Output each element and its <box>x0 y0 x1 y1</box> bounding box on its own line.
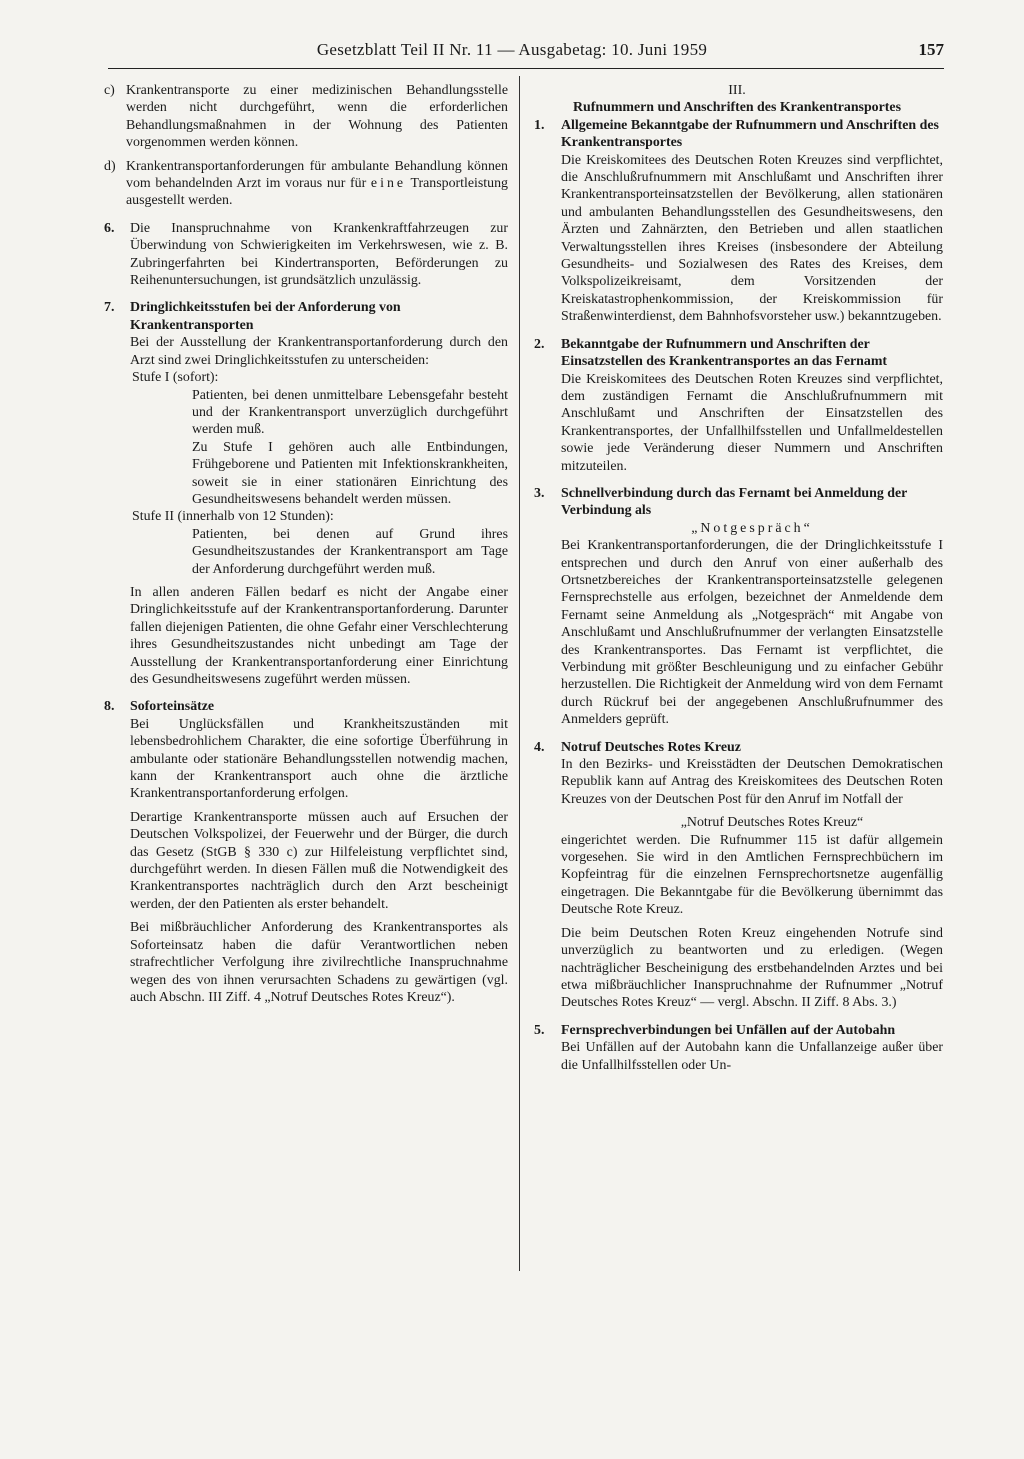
emphasized-word: eine <box>370 176 407 192</box>
item-text <box>126 158 508 210</box>
section-item-8 <box>100 698 508 1006</box>
column-divider <box>519 76 520 1271</box>
item-text: Bei Krankentransportanforderungen, die der Dringlichkeitsstufe I entsprechen und durch den Anruf von einer außerhalb des Ortsnetzbereiches der Krankentransporteinsatzstelle gelegenen Fernsprechstelle aus erfolgen, bezeichnet der Anmeldende dem Fernamt seine Anmeldung als „Notgespräch“ mit Angabe von Anschlußamt und Anschlußrufnummer der verlangten Einsatzstelle des Krankentransportes. Das Fernamt ist verpflichtet, die Verbindung mit größter Beschleunigung und zu einfacher Gebühr herzustellen. Die Richtigkeit der Anmeldung wird von dem Fernamt durch Rückruf bei der angegebenen Anschlußrufnummer des Anmelders geprüft. <box>561 538 943 728</box>
item-heading: Schnellverbindung durch das Fernamt bei Anmeldung der Verbindung als <box>561 485 908 519</box>
item-text-1: In den Bezirks- und Kreisstädten der Deutschen Demokratischen Republik kann auf Antrag des Kreiskomitees des Deutschen Roten Kreuzes von der Deutschen Post für den Anruf im Notfall der <box>561 757 943 807</box>
item-text: Krankentransporte zu einer medizinischen Behandlungsstelle werden nicht durchgeführt, wenn die erforderlichen Behandlungsmaßnahmen in der Wohnung des Patienten vorgenommen werden können. <box>126 83 508 151</box>
section-item-7 <box>100 299 508 688</box>
section-item-1 <box>531 117 943 326</box>
stufe-2-label: Stufe II (innerhalb von 12 Stunden): <box>132 509 334 525</box>
stufe-1-label: Stufe I (sofort): <box>132 370 219 386</box>
page-number: 157 <box>918 40 944 59</box>
item-text: Die Kreiskomitees des Deutschen Roten Kreuzes sind verpflichtet, die Anschlußrufnummern mit Anschlußamt und Anschriften ihrer Krankentransporteinsatzstellen der Bevölkerung, allen stationären und ambulanten Behandlungsstellen des Gesundheitswesens, den Ärzten und Zahnärzten, den Betrieben und allen staatlichen Verwaltungsstellen ihres Kreises (insbesondere der Abteilung Gesundheits- und Sozialwesen des Rates des Kreises, dem Volkspolizeikreisamt, dem Vorsitzenden der Kreiskatastrophenkommission, der Kreiskommission für Straßenwinterdienst, dem Bahnhofsvorsteher usw.) bekanntzugeben. <box>561 152 943 325</box>
section-item-2 <box>531 336 943 475</box>
item-number: 3. <box>534 485 545 501</box>
stufe-2-body <box>130 526 508 578</box>
header-title: Gesetzblatt Teil II Nr. 11 — Ausgabetag: 10. Juni 1959 <box>316 40 708 59</box>
section-title: Rufnummern und Anschriften des Krankentransportes <box>572 100 901 116</box>
item-heading: Bekanntgabe der Rufnummern und Anschriften der Einsatzstellen des Krankentransportes an das Fernamt <box>561 336 888 370</box>
item-marker: c) <box>104 83 115 98</box>
item-text-part: Transportleistung ausgestellt werden. <box>126 176 508 209</box>
item-closing: In allen anderen Fällen bedarf es nicht der Angabe einer Dringlichkeitsstufe auf der Krankentransportanforderung. Darunter fallen diejenigen Patienten, die ohne Gefahr einer Verschlechterung ihres Gesundheitszustandes nicht unbedingt am Tage der Ausstellung der Krankentransportanforderung einer Einrichtung des Gesundheitswesens zugeführt werden müssen. <box>130 584 508 687</box>
item-heading: Fernsprechverbindungen bei Unfällen auf der Autobahn <box>561 1022 896 1038</box>
item-number: 8. <box>104 699 115 715</box>
list-item-c <box>100 82 508 152</box>
page-header <box>0 40 1024 70</box>
stufe-1-body <box>130 387 508 509</box>
stufe-2-text: Patienten, bei denen auf Grund ihres Gesundheitszustandes der Krankentransport am Tage der Anforderung durchgeführt werden muß. <box>192 526 508 577</box>
item-paragraph-1: Bei Unglücksfällen und Krankheitszuständen mit lebensbedrohlichem Charakter, die eine sofortige Überführung in ambulante oder stationäre Behandlungsstellen notwendig machen, kann der Krankentransport auch ohne die ärztliche Krankentransportanforderung erfolgen. <box>130 716 508 802</box>
item-number: 2. <box>534 336 545 352</box>
left-column <box>100 82 508 1006</box>
item-paragraph-3: Bei mißbräuchlicher Anforderung des Krankentransportes als Soforteinsatz haben die dafür Verantwortlichen neben strafrechtlicher Verfolgung ihre zivilrechtliche Inanspruchnahme wegen des von ihnen verursachten Schadens zu gewärtigen (vgl. auch Abschn. III Ziff. 4 „Notruf Deutsches Rotes Kreuz“). <box>130 920 508 1005</box>
item-number: 6. <box>104 220 115 236</box>
item-text: Die Kreiskomitees des Deutschen Roten Kreuzes sind verpflichtet, dem zuständigen Fernamt die Anschlußrufnummern mit Anschlußamt und Anschriften der Einsatzstellen des Krankentransportes, der Unfallhilfsstellen und Unfallmeldestellen sowie jede Veränderung dieser Nummern und Anschriften mitzuteilen. <box>561 371 943 474</box>
section-item-4 <box>531 739 943 1012</box>
item-quote: „Notruf Deutsches Rotes Kreuz“ <box>680 815 864 831</box>
stufe-1-text: Patienten, bei denen unmittelbare Lebensgefahr besteht und der Krankentransport unverzüglich durchgeführt werden muß. <box>192 387 508 438</box>
header-rule <box>108 68 944 69</box>
section-item-5 <box>531 1022 943 1074</box>
item-text: Bei Unfällen auf der Autobahn kann die Unfallanzeige außer über die Unfallhilfsstellen oder Un- <box>561 1040 943 1073</box>
item-text: Die Inanspruchnahme von Krankenkraftfahrzeugen zur Überwindung von Schwierigkeiten im Verkehrswesen, wie z. B. Zubringerfahrten bei Kindertransporten, Beförderungen zu Reihenuntersuchungen, ist grundsätzlich unzulässig. <box>130 220 508 289</box>
item-marker: d) <box>104 158 116 174</box>
section-item-6 <box>100 220 508 290</box>
item-number: 5. <box>534 1022 545 1038</box>
item-number: 4. <box>534 739 545 755</box>
item-intro: Bei der Ausstellung der Krankentransportanforderung durch den Arzt sind zwei Dringlichkeitsstufen zu unterscheiden: <box>130 335 508 368</box>
item-heading: Allgemeine Bekanntgabe der Rufnummern und Anschriften des Krankentransportes <box>561 117 939 151</box>
item-text-part: Krankentransportanforderungen für ambulante Behandlung können vom behandelnden Arzt im voraus nur für <box>126 158 508 192</box>
item-paragraph-2: Derartige Krankentransporte müssen auch auf Ersuchen der Deutschen Volkspolizei, der Feuerwehr und der Bürger, die durch das Gesetz (StGB § 330 c) zur Hilfeleistung verpflichtet sind, durchgeführt werden. In diesen Fällen muß die Notwendigkeit des Krankentransportes nachträglich durch den Arzt bescheinigt werden, der den Patienten als erster behandelt. <box>130 809 508 912</box>
item-heading: Soforteinsätze <box>130 699 215 715</box>
stufe-1-text-extra: Zu Stufe I gehören auch alle Entbindungen, Frühgeborene und Patienten mit Infektionskrankheiten, soweit sie in einer stationären Einrichtung des Gesundheitswesens behandelt werden müssen. <box>192 439 508 507</box>
item-number: 7. <box>104 300 115 316</box>
item-text-3: Die beim Deutschen Roten Kreuz eingehenden Notrufe sind unverzüglich zu beantworten und zu erledigen. (Wegen nachträglicher Bescheinigung des erstbehandelnden Arztes und bei etwa mißbräuchlicher Inanspruchnahme der Rufnummer „Notruf Deutsches Rotes Kreuz“ — vergl. Abschn. II Ziff. 8 Abs. 3.) <box>561 925 943 1011</box>
item-heading: Dringlichkeitsstufen bei der Anforderung von Krankentransporten <box>130 300 401 333</box>
right-column <box>531 82 943 1074</box>
section-item-3 <box>531 485 943 729</box>
item-text-2: eingerichtet werden. Die Rufnummer 115 ist dafür allgemein vorgesehen. Sie wird in den Amtlichen Fernsprechbüchern im Kopfeintrag für die einzelnen Fernsprechortsnetze augenfällig eingetragen. Die Bekanntgabe für die Bevölkerung übernimmt das Deutsche Rote Kreuz. <box>561 832 943 918</box>
item-heading: Notruf Deutsches Rotes Kreuz <box>561 739 741 755</box>
section-number: III. <box>728 83 746 98</box>
item-quote: „Notgespräch“ <box>691 520 813 536</box>
list-item-d <box>100 158 508 210</box>
item-number: 1. <box>534 117 545 133</box>
